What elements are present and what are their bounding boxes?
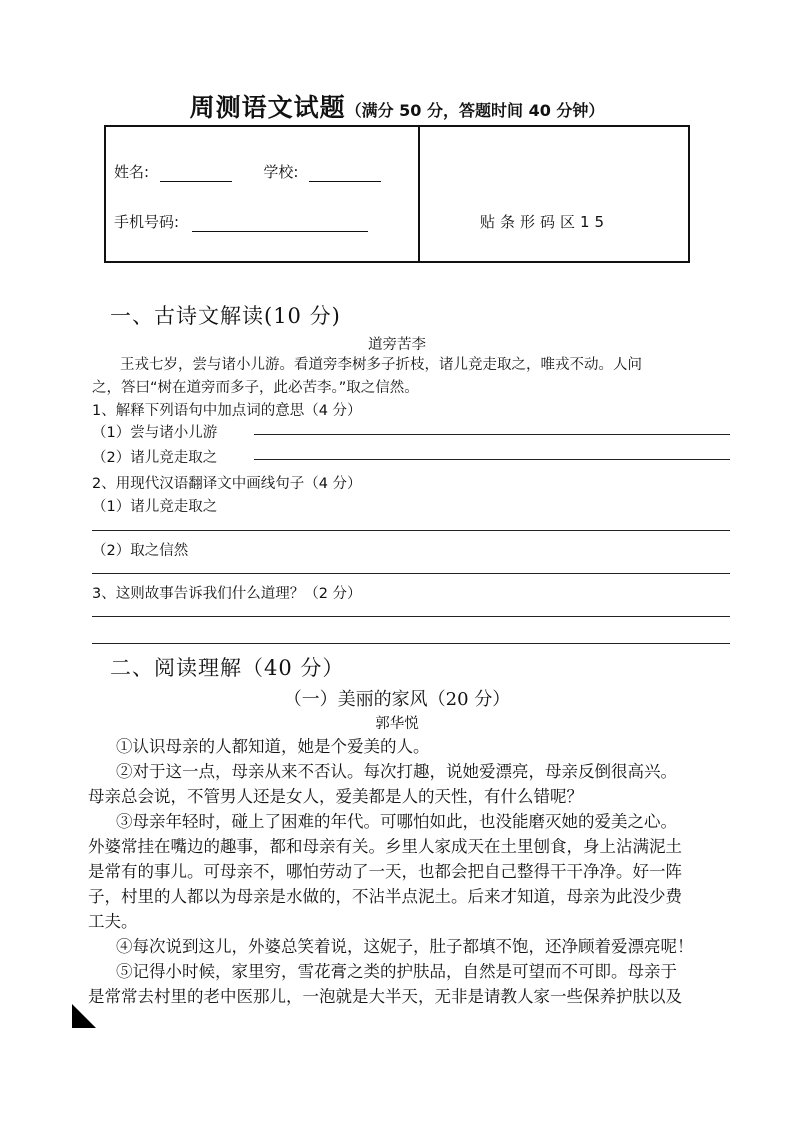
answer-line-q2-2[interactable] xyxy=(92,573,730,574)
article-line: 子，村里的人都以为母亲是水做的，不沾半点泥土。后来才知道，母亲为此没少费 xyxy=(88,887,682,906)
passage-line-1: 王戎七岁，尝与诸小儿游。看道旁李树多子折枝，诸儿竞走取之，唯戎不动。人问 xyxy=(120,357,642,373)
question-2-2: （2）取之信然 xyxy=(92,543,189,559)
passage-line-2: 之，答曰“树在道旁而多子，此必苦李。”取之信然。 xyxy=(92,380,419,396)
page-corner-mark xyxy=(72,1004,96,1028)
article-line: ④每次说到这儿，外婆总笑着说，这妮子，肚子都填不饱，还净顾着爱漂亮呢！ xyxy=(116,937,694,956)
answer-line-q3-b[interactable] xyxy=(92,643,730,644)
article-author: 郭华悦 xyxy=(375,716,419,732)
phone-field[interactable] xyxy=(192,217,368,232)
phone-label: 手机号码: xyxy=(114,213,180,231)
article-line: ②对于这一点，母亲从来不否认。每次打趣，说她爱漂亮，母亲反倒很高兴。 xyxy=(116,762,677,781)
article-line: 是常常去村里的老中医那儿，一泡就是大半天，无非是请教人家一些保养护肤以及 xyxy=(88,987,682,1006)
article-line: ③母亲年轻时，碰上了困难的年代。可哪怕如此，也没能磨灭她的爱美之心。 xyxy=(116,812,677,831)
question-2: 2、用现代汉语翻译文中画线句子（4 分） xyxy=(92,476,362,492)
article-line: 母亲总会说，不管男人还是女人，爱美都是人的天性，有什么错呢？ xyxy=(88,787,583,806)
article-line: 外婆常挂在嘴边的趣事，都和母亲有关。乡里人家成天在土里刨食，身上沾满泥土 xyxy=(88,837,682,856)
section2-heading: 二、阅读理解（40 分） xyxy=(110,656,345,680)
name-label: 姓名: xyxy=(114,163,150,181)
title-main: 周测语文试题 xyxy=(189,93,346,122)
barcode-area-label: 贴条形码区15 xyxy=(480,213,610,231)
answer-line-q1-2[interactable] xyxy=(254,459,730,460)
info-divider xyxy=(418,127,420,261)
name-field[interactable] xyxy=(160,167,232,182)
answer-line-q2-1[interactable] xyxy=(92,530,730,531)
article-line: ⑤记得小时候，家里穷，雪花膏之类的护肤品，自然是可望而不可即。母亲于 xyxy=(116,962,677,981)
answer-line-q3-a[interactable] xyxy=(92,616,730,617)
school-field[interactable] xyxy=(309,167,381,182)
title-sub: （满分 50 分，答题时间 40 分钟） xyxy=(345,101,605,120)
school-label: 学校: xyxy=(263,163,299,181)
question-3: 3、这则故事告诉我们什么道理？（2 分） xyxy=(92,586,362,602)
student-info-box xyxy=(104,125,690,263)
question-2-1: （1）诸儿竞走取之 xyxy=(92,499,218,515)
section2-subheading: （一）美丽的家风（20 分） xyxy=(283,689,511,710)
article-line: 是常有的事儿。可母亲不，哪怕劳动了一天，也都会把自己整得干干净净。好一阵 xyxy=(88,862,682,881)
answer-line-q1-1[interactable] xyxy=(254,434,730,435)
section1-heading: 一、古诗文解读(10 分) xyxy=(110,304,341,328)
question-1-2: （2）诸儿竞走取之 xyxy=(92,450,218,466)
article-line: 工夫。 xyxy=(88,912,138,931)
question-1: 1、解释下列语句中加点词的意思（4 分） xyxy=(92,403,362,419)
poem-title: 道旁苦李 xyxy=(368,337,426,353)
phone-row xyxy=(114,211,368,232)
article-line: ①认识母亲的人都知道，她是个爱美的人。 xyxy=(116,737,430,756)
name-row xyxy=(114,161,381,182)
question-1-1: （1）尝与诸小儿游 xyxy=(92,425,218,441)
exam-title xyxy=(0,88,794,124)
